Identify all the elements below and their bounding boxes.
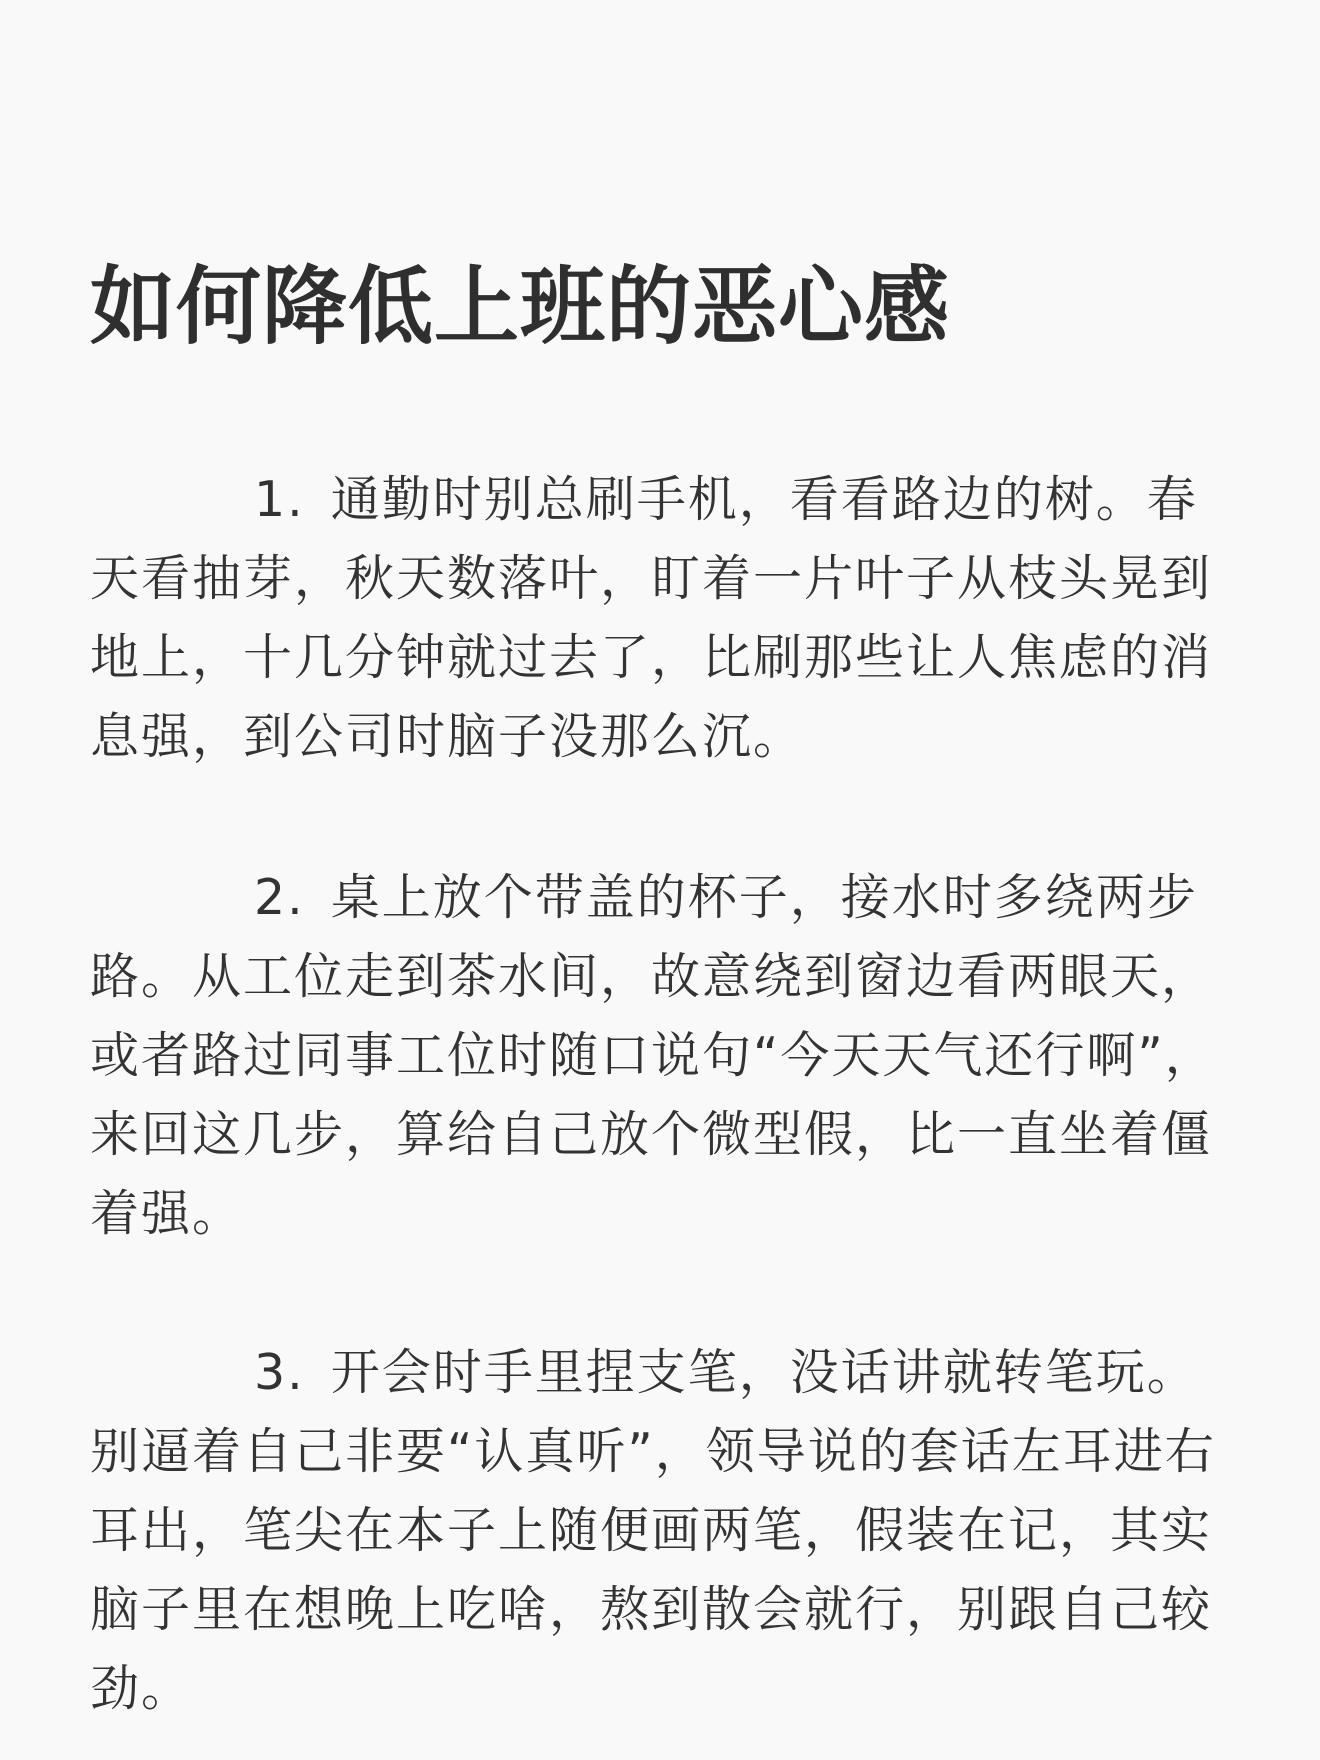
page-title: 如何降低上班的恶心感 — [90, 258, 951, 357]
list-item-text: 桌上放个带盖的杯子，接水时多绕两步路。从工位走到茶水间，故意绕到窗边看两眼天，或者路过同事工位时随口说句“今天天气还行啊”，来回这几步，算给自己放个微型假，比一直坐着僵着强。 — [90, 869, 1216, 1242]
article-page — [90, 0, 1240, 1760]
list-item — [90, 460, 1240, 776]
list-item-text: 开会时手里捏支笔，没话讲就转笔玩。别逼着自己非要“认真听”，领导说的套话左耳进右耳出，笔尖在本子上随便画两笔，假装在记，其实脑子里在想晚上吃啥，熬到散会就行，别跟自己较劲。 — [90, 1344, 1216, 1717]
list-item-number: 2. — [254, 869, 305, 926]
list-item-text: 通勤时别总刷手机，看看路边的树。春天看抽芽，秋天数落叶，盯着一片叶子从枝头晃到地上，十几分钟就过去了，比刷那些让人焦虑的消息强，到公司时脑子没那么沉。 — [90, 471, 1213, 765]
list-item — [90, 1333, 1240, 1728]
list-item-number: 1. — [254, 471, 305, 528]
list-item-number: 3. — [254, 1344, 305, 1401]
list-item — [90, 858, 1240, 1253]
